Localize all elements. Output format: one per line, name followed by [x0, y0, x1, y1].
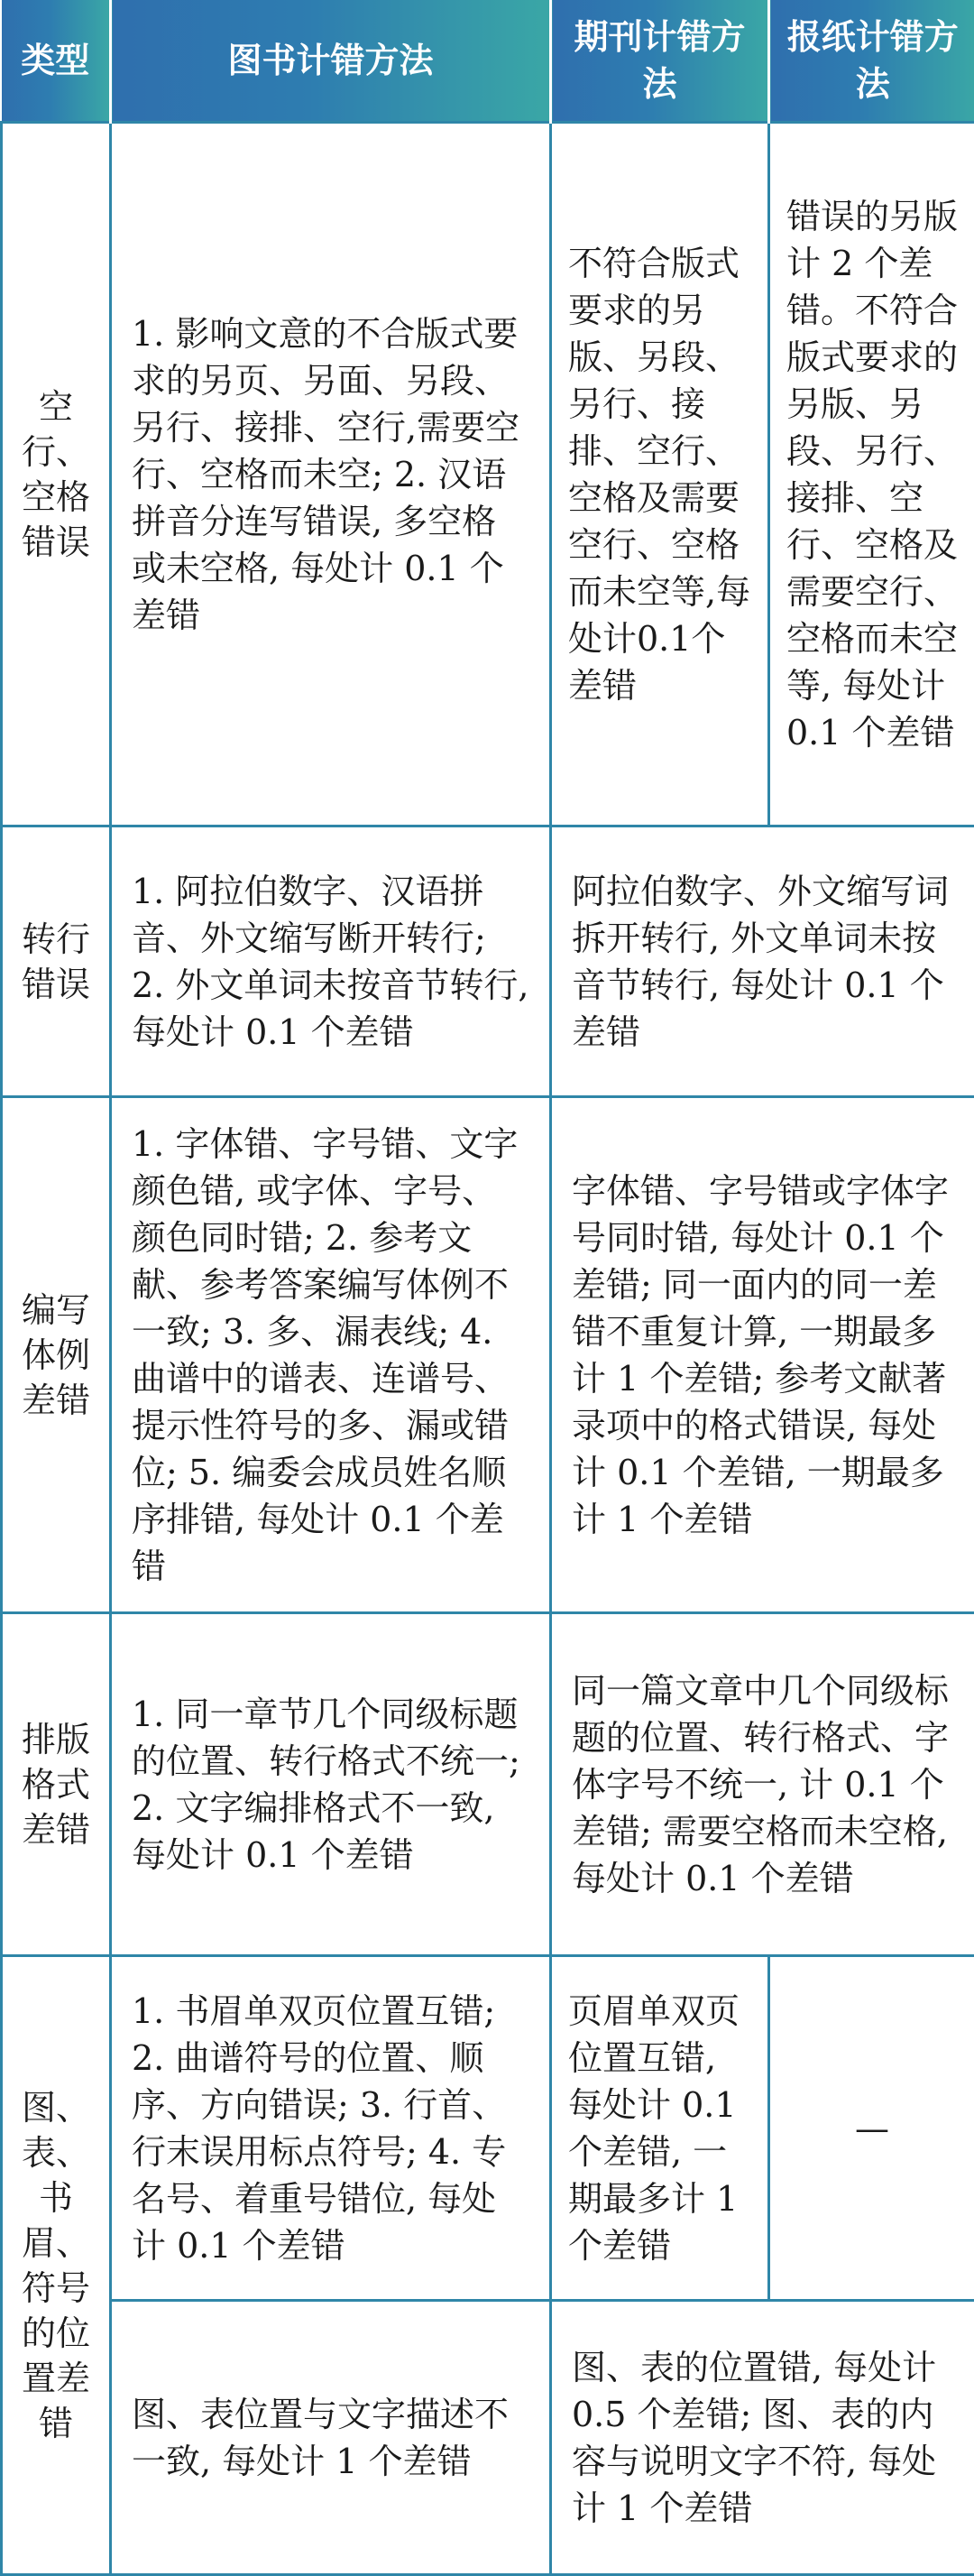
- table-row: [2, 826, 974, 1097]
- row-type-cell: 排版格式差错: [2, 1613, 111, 1956]
- journal-newspaper-method-cell: 图、表的位置错, 每处计 0.5 个差错; 图、表的内容与说明文字不符, 每处计 1 个差错: [551, 2301, 974, 2575]
- journal-method-cell: 不符合版式要求的另版、另段、另行、接排、空行、空格及需要空行、空格而未空等,每处计0.1个差错: [551, 123, 769, 826]
- journal-method-cell: 页眉单双页位置互错, 每处计 0.1 个差错, 一期最多计 1 个差错: [551, 1956, 769, 2301]
- header-type: 类型: [2, 0, 111, 123]
- newspaper-method-cell: 错误的另版计 2 个差错。不符合版式要求的另版、另段、另行、接排、空行、空格及需要空行、空格而未空等, 每处计 0.1 个差错: [769, 123, 974, 826]
- journal-newspaper-method-cell: 阿拉伯数字、外文缩写词拆开转行, 外文单词未按音节转行, 每处计 0.1 个差错: [551, 826, 974, 1097]
- table-header-row: [2, 0, 974, 123]
- row-type-cell: 编写体例差错: [2, 1097, 111, 1613]
- row-type-cell: 图、表、书眉、符号的位置差错: [2, 1956, 111, 2575]
- row-type-cell: 空行、空格错误: [2, 123, 111, 826]
- book-method-cell: 1. 阿拉伯数字、汉语拼音、外文缩写断开转行; 2. 外文单词未按音节转行, 每处计 0.1 个差错: [111, 826, 551, 1097]
- header-newspaper: 报纸计错方法: [769, 0, 974, 123]
- table-row: [2, 1613, 974, 1956]
- journal-newspaper-method-cell: 同一篇文章中几个同级标题的位置、转行格式、字体字号不统一, 计 0.1 个差错; 需要空格而未空格, 每处计 0.1 个差错: [551, 1613, 974, 1956]
- journal-newspaper-method-cell: 字体错、字号错或字体字号同时错, 每处计 0.1 个差错; 同一面内的同一差错不重复计算, 一期最多计 1 个差错; 参考文献著录项中的格式错误, 每处计 0.1 个差错, 一期最多计 1 个差错: [551, 1097, 974, 1613]
- header-journal: 期刊计错方法: [551, 0, 769, 123]
- newspaper-method-cell: —: [769, 1956, 974, 2301]
- book-method-cell: 1. 书眉单双页位置互错; 2. 曲谱符号的位置、顺序、方向错误; 3. 行首、行末误用标点符号; 4. 专名号、着重号错位, 每处计 0.1 个差错: [111, 1956, 551, 2301]
- table-row: [2, 1097, 974, 1613]
- book-method-cell: 1. 影响文意的不合版式要求的另页、另面、另段、另行、接排、空行,需要空行、空格而未空; 2. 汉语拼音分连写错误, 多空格或未空格, 每处计 0.1 个差错: [111, 123, 551, 826]
- book-method-cell: 图、表位置与文字描述不一致, 每处计 1 个差错: [111, 2301, 551, 2575]
- table-row: [2, 2301, 974, 2575]
- header-book: 图书计错方法: [111, 0, 551, 123]
- book-method-cell: 1. 同一章节几个同级标题的位置、转行格式不统一; 2. 文字编排格式不一致, 每处计 0.1 个差错: [111, 1613, 551, 1956]
- table-row: [2, 1956, 974, 2301]
- row-type-cell: 转行错误: [2, 826, 111, 1097]
- book-method-cell: 1. 字体错、字号错、文字颜色错, 或字体、字号、颜色同时错; 2. 参考文献、参考答案编写体例不一致; 3. 多、漏表线; 4. 曲谱中的谱表、连谱号、提示性符号的多、漏或错位; 5. 编委会成员姓名顺序排错, 每处计 0.1 个差错: [111, 1097, 551, 1613]
- table-row: [2, 123, 974, 826]
